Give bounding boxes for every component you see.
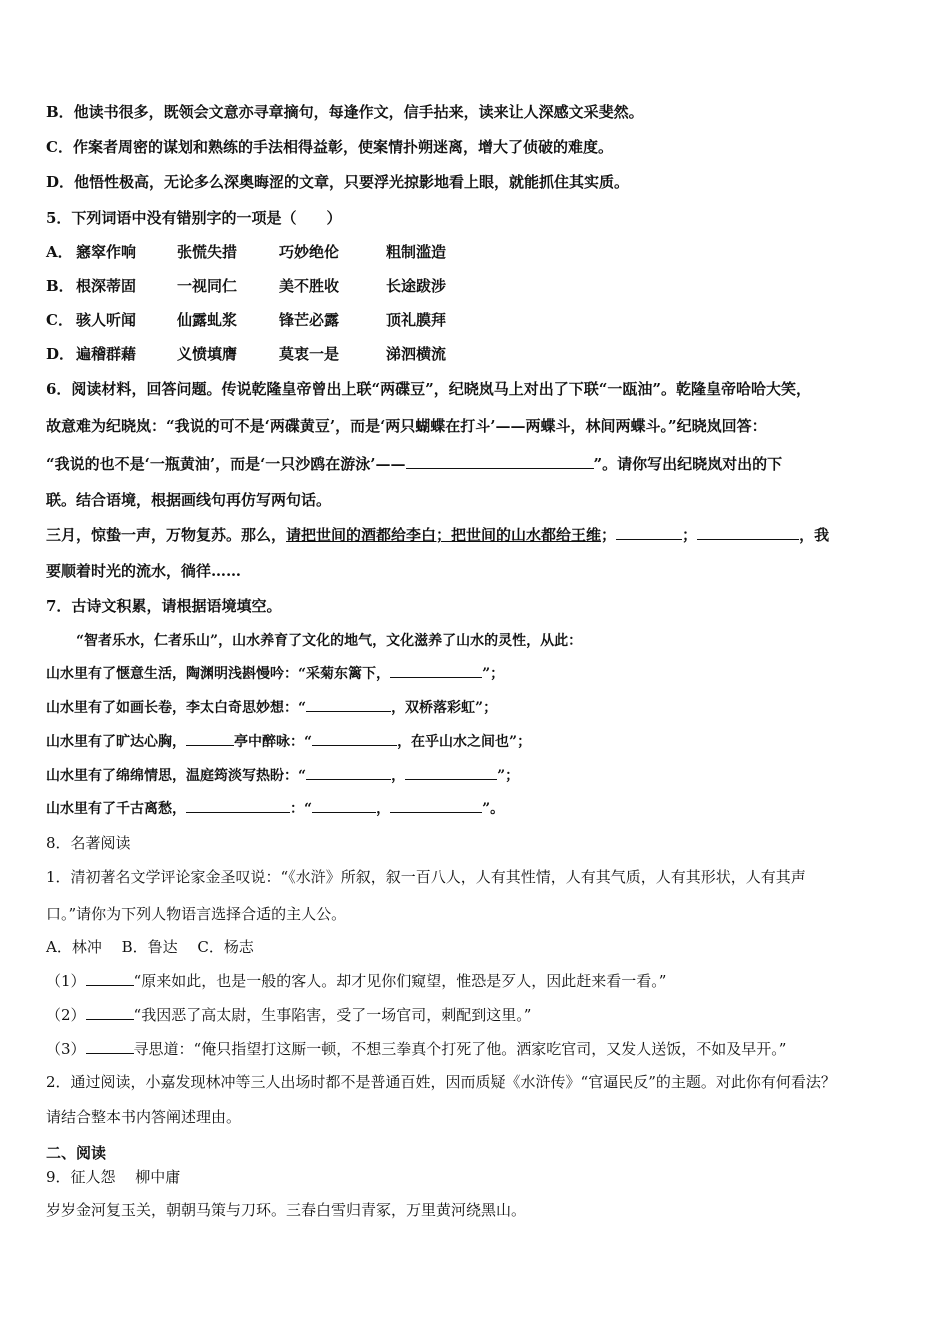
q8-stem: 8．名著阅读	[46, 834, 131, 852]
q7-line-5	[46, 797, 504, 820]
q6-line-2: 故意难为纪晓岚：“我说的可不是‘两碟黄豆’，而是‘两只蝴蝶在打斗’——两蝶斗，林间两蝶斗。”纪晓岚回答：	[46, 417, 767, 435]
option-label: A．	[46, 243, 73, 261]
option-word: 窸窣作响	[76, 243, 137, 261]
q7-line-5-text-a: 山水里有了千古离愁，	[46, 801, 186, 817]
q8-sentence-2-text: “我因恶了高太尉，生事陷害，受了一场官司，刺配到这里。”	[133, 1006, 532, 1024]
option-label: C．	[46, 311, 73, 329]
q7-line-4-text-a: 山水里有了绵绵情思，温庭筠淡写热盼：“	[46, 768, 307, 784]
option-word: 美不胜收	[279, 277, 340, 295]
q7-line-5-text-c: ，	[376, 801, 391, 817]
q4-option-b: B．他读书很多，既领会文意亦寻章摘句，每逢作文，信手拈来，读来让人深感文采斐然。	[46, 103, 644, 121]
q5-option-a	[46, 241, 446, 263]
q6-line-3	[46, 453, 782, 475]
option-word: 义愤填膺	[177, 345, 238, 363]
q5-stem: 5．下列词语中没有错别字的一项是（ ）	[46, 209, 342, 227]
q7-line-2-text-b: ，双桥落彩虹”；	[391, 700, 498, 716]
q9-poem: 岁岁金河复玉关，朝朝马策与刀环。三春白雪归青冢，万里黄河绕黑山。	[46, 1201, 527, 1219]
q7-intro: “智者乐水，仁者乐山”，山水养育了文化的地气，文化滋养了山水的灵性，从此：	[76, 633, 583, 649]
q8-sentence-2-number: （2）	[46, 1006, 86, 1024]
q6-line-5-text-c: ；	[682, 526, 698, 544]
q6-line-5-text-a: 三月，惊蛰一声，万物复苏。那么，	[46, 526, 287, 544]
option-word: 涕泗横流	[386, 345, 447, 363]
q7-line-3-text-a: 山水里有了旷达心胸，	[46, 734, 186, 750]
q7-line-4	[46, 764, 519, 787]
q7-line-1-text-a: 山水里有了惬意生活，陶渊明浅斟慢吟：“采菊东篱下，	[46, 666, 391, 682]
q8-part2-line-2: 请结合整本书内答阐述理由。	[46, 1108, 242, 1126]
q6-line-6: 要顺着时光的流水，徜徉……	[46, 562, 242, 580]
option-word: 遍稽群藉	[76, 345, 137, 363]
q7-blank-4[interactable]	[306, 764, 391, 780]
q6-line-5-text-d: ，我	[799, 526, 830, 544]
q9-stem: 9．征人怨 柳中庸	[46, 1168, 181, 1186]
q7-line-5-text-d: ”。	[482, 801, 505, 817]
q6-line-3-text-a: “我说的也不是‘一瓶黄油’，而是‘一只沙鸥在游泳’——	[46, 455, 406, 473]
q6-imitation-blank-1[interactable]	[616, 524, 682, 540]
q7-line-3	[46, 730, 531, 753]
option-word: 粗制滥造	[386, 243, 447, 261]
q8-sentence-2-blank[interactable]	[86, 1004, 134, 1020]
q8-sentence-1-blank[interactable]	[86, 970, 134, 986]
option-word: 巧妙绝伦	[279, 243, 340, 261]
q5-option-d	[46, 343, 446, 365]
option-word: 一视同仁	[177, 277, 238, 295]
q8-sentence-3-blank[interactable]	[86, 1038, 134, 1054]
q8-sentence-2	[46, 1004, 531, 1026]
q8-sentence-1-number: （1）	[46, 972, 86, 990]
option-word: 顶礼膜拜	[386, 311, 447, 329]
q8-sentence-1	[46, 970, 666, 992]
option-word: 长途跋涉	[386, 277, 447, 295]
q7-blank-7[interactable]	[312, 797, 376, 813]
option-label: D．	[46, 345, 75, 363]
section-title: 二、阅读	[46, 1144, 107, 1162]
q7-blank-8[interactable]	[390, 797, 482, 813]
q6-line-1: 6．阅读材料，回答问题。传说乾隆皇帝曾出上联“两碟豆”，纪晓岚马上对出了下联“一瓯油”。乾隆皇帝哈哈大笑，	[46, 380, 811, 398]
q8-part1-line-1: 1．清初著名文学评论家金圣叹说：“《水浒》所叙，叙一百八人，人有其性情，人有其气质，人有其形状，人有其声	[46, 868, 806, 886]
q8-part1-line-2: 口。”请你为下列人物语言选择合适的主人公。	[46, 905, 347, 923]
q6-line-3-text-b: ”。请你写出纪晓岚对出的下	[593, 455, 783, 473]
q7-line-4-text-c: ”；	[497, 768, 520, 784]
option-label: B．	[46, 277, 74, 295]
q7-blank-3[interactable]	[312, 730, 397, 746]
q8-part2-line-1: 2．通过阅读，小嘉发现林冲等三人出场时都不是普通百姓，因而质疑《水浒传》“官逼民反”的主题。对此你有何看法？	[46, 1073, 836, 1091]
q7-stem: 7．古诗文积累，请根据语境填空。	[46, 597, 282, 615]
q7-line-1-text-b: ”；	[482, 666, 505, 682]
q7-blank-author[interactable]	[186, 730, 234, 746]
q7-line-1	[46, 662, 504, 685]
q7-line-5-text-b: ：“	[290, 801, 313, 817]
q7-line-2-text-a: 山水里有了如画长卷，李太白奇思妙想：“	[46, 700, 307, 716]
option-word: 根深蒂固	[76, 277, 137, 295]
q7-blank-1[interactable]	[390, 662, 482, 678]
q6-imitation-blank-2[interactable]	[697, 524, 799, 540]
option-word: 莫衷一是	[279, 345, 340, 363]
q7-blank-2[interactable]	[306, 696, 391, 712]
q7-line-4-text-b: ，	[391, 768, 406, 784]
option-word: 仙露虬浆	[177, 311, 238, 329]
q8-sentence-1-text: “原来如此，也是一般的客人。却才见你们窥望，惟恐是歹人，因此赶来看一看。”	[133, 972, 667, 990]
q7-line-3-text-c: ，在乎山水之间也”；	[397, 734, 532, 750]
q6-line-5-text-b: ；	[601, 526, 617, 544]
q7-line-2	[46, 696, 497, 719]
q6-answer-blank[interactable]	[406, 453, 594, 469]
option-word: 锋芒必露	[279, 311, 340, 329]
q5-option-c	[46, 309, 446, 331]
q4-option-c: C．作案者周密的谋划和熟练的手法相得益彰，使案情扑朔迷离，增大了侦破的难度。	[46, 138, 613, 156]
option-word: 张慌失措	[177, 243, 238, 261]
q8-sentence-3	[46, 1038, 786, 1060]
q6-line-5	[46, 524, 829, 546]
q8-choices: A．林冲 B．鲁达 C．杨志	[46, 938, 254, 956]
q8-sentence-3-number: （3）	[46, 1040, 86, 1058]
q7-blank-6[interactable]	[186, 797, 290, 813]
q6-underlined-sentence: 请把世间的酒都给李白；把世间的山水都给王维	[286, 526, 602, 544]
q4-option-d: D．他悟性极高，无论多么深奥晦涩的文章，只要浮光掠影地看上眼，就能抓住其实质。	[46, 173, 630, 191]
q7-blank-5[interactable]	[405, 764, 497, 780]
q5-option-b	[46, 275, 446, 297]
option-word: 骇人听闻	[76, 311, 137, 329]
q6-line-4: 联。结合语境，根据画线句再仿写两句话。	[46, 491, 332, 509]
q8-sentence-3-text: 寻思道：“俺只指望打这厮一顿，不想三拳真个打死了他。洒家吃官司，又发人送饭，不如及早开。”	[133, 1040, 787, 1058]
q7-line-3-text-b: 亭中醉咏：“	[234, 734, 313, 750]
